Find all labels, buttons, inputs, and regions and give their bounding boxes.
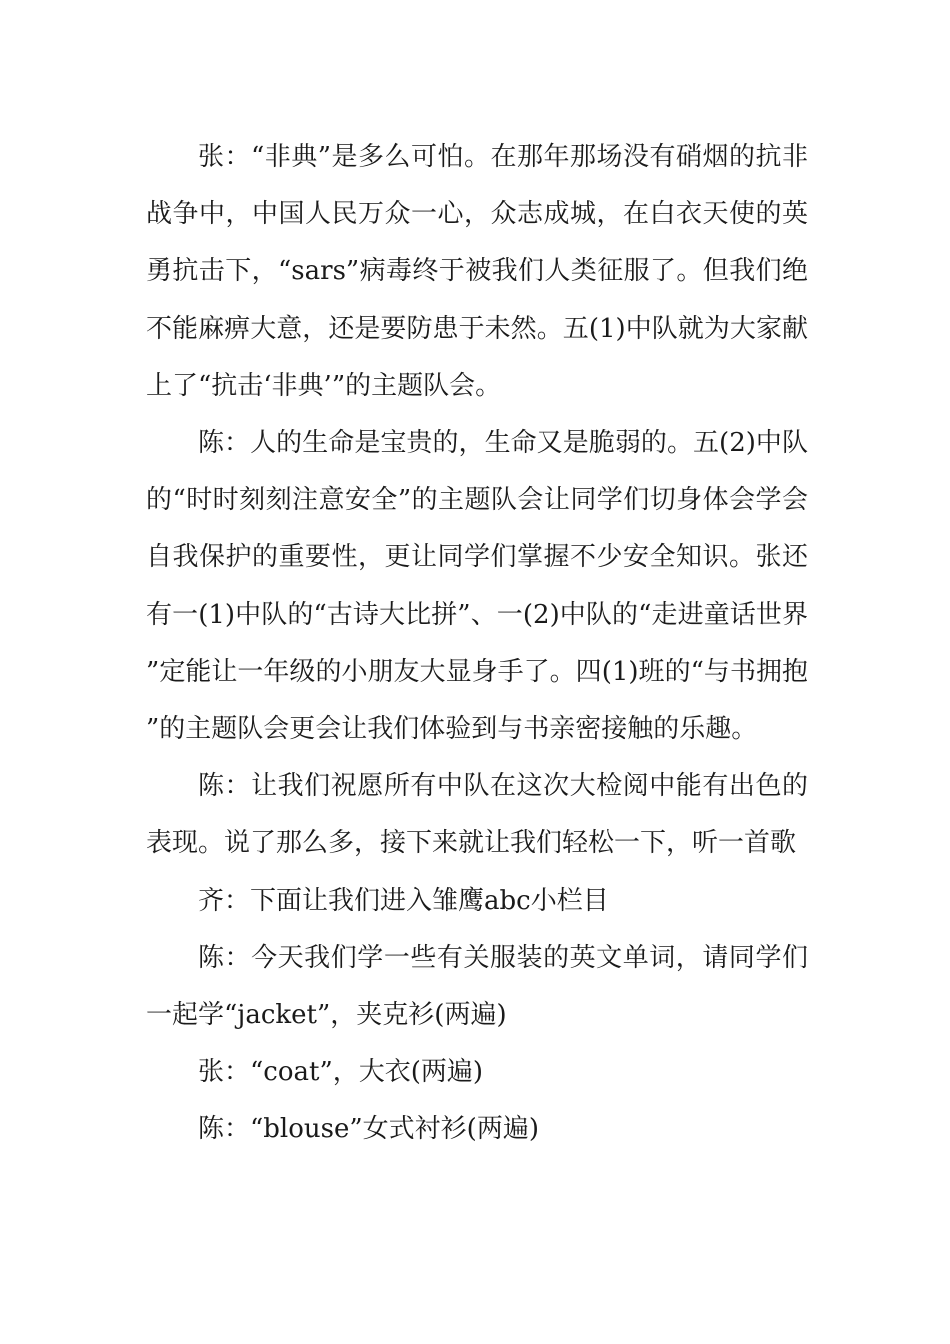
paragraph: 张：“非典”是多么可怕。在那年那场没有硝烟的抗非战争中，中国人民万众一心，众志成城，在白衣天使的英勇抗击下，“sars”病毒终于被我们人类征服了。但我们绝不能麻痹大意，还是要防患于未然。五(1)中队就为大家献上了“抗击‘非典’”的主题队会。	[146, 142, 808, 401]
document-body	[146, 129, 808, 1159]
paragraph: 陈：让我们祝愿所有中队在这次大检阅中能有出色的表现。说了那么多，接下来就让我们轻松一下，听一首歌	[146, 771, 808, 859]
paragraph: 陈：今天我们学一些有关服装的英文单词，请同学们一起学“jacket”，夹克衫(两遍)	[146, 942, 808, 1031]
paragraph: 齐：下面让我们进入雏鹰abc小栏目	[198, 885, 609, 916]
paragraph: 张：“coat”，大衣(两遍)	[198, 1057, 484, 1088]
paragraph: 陈：人的生命是宝贵的，生命又是脆弱的。五(2)中队的“时时刻刻注意安全”的主题队会让同学们切身体会学会自我保护的重要性，更让同学们掌握不少安全知识。张还有一(1)中队的“古诗大比拼”、一(2)中队的“走进童话世界”定能让一年级的小朋友大显身手了。四(1)班的“与书拥抱”的主题队会更会让我们体验到与书亲密接触的乐趣。	[146, 428, 808, 745]
paragraph: 陈：“blouse”女式衬衫(两遍)	[198, 1114, 539, 1145]
